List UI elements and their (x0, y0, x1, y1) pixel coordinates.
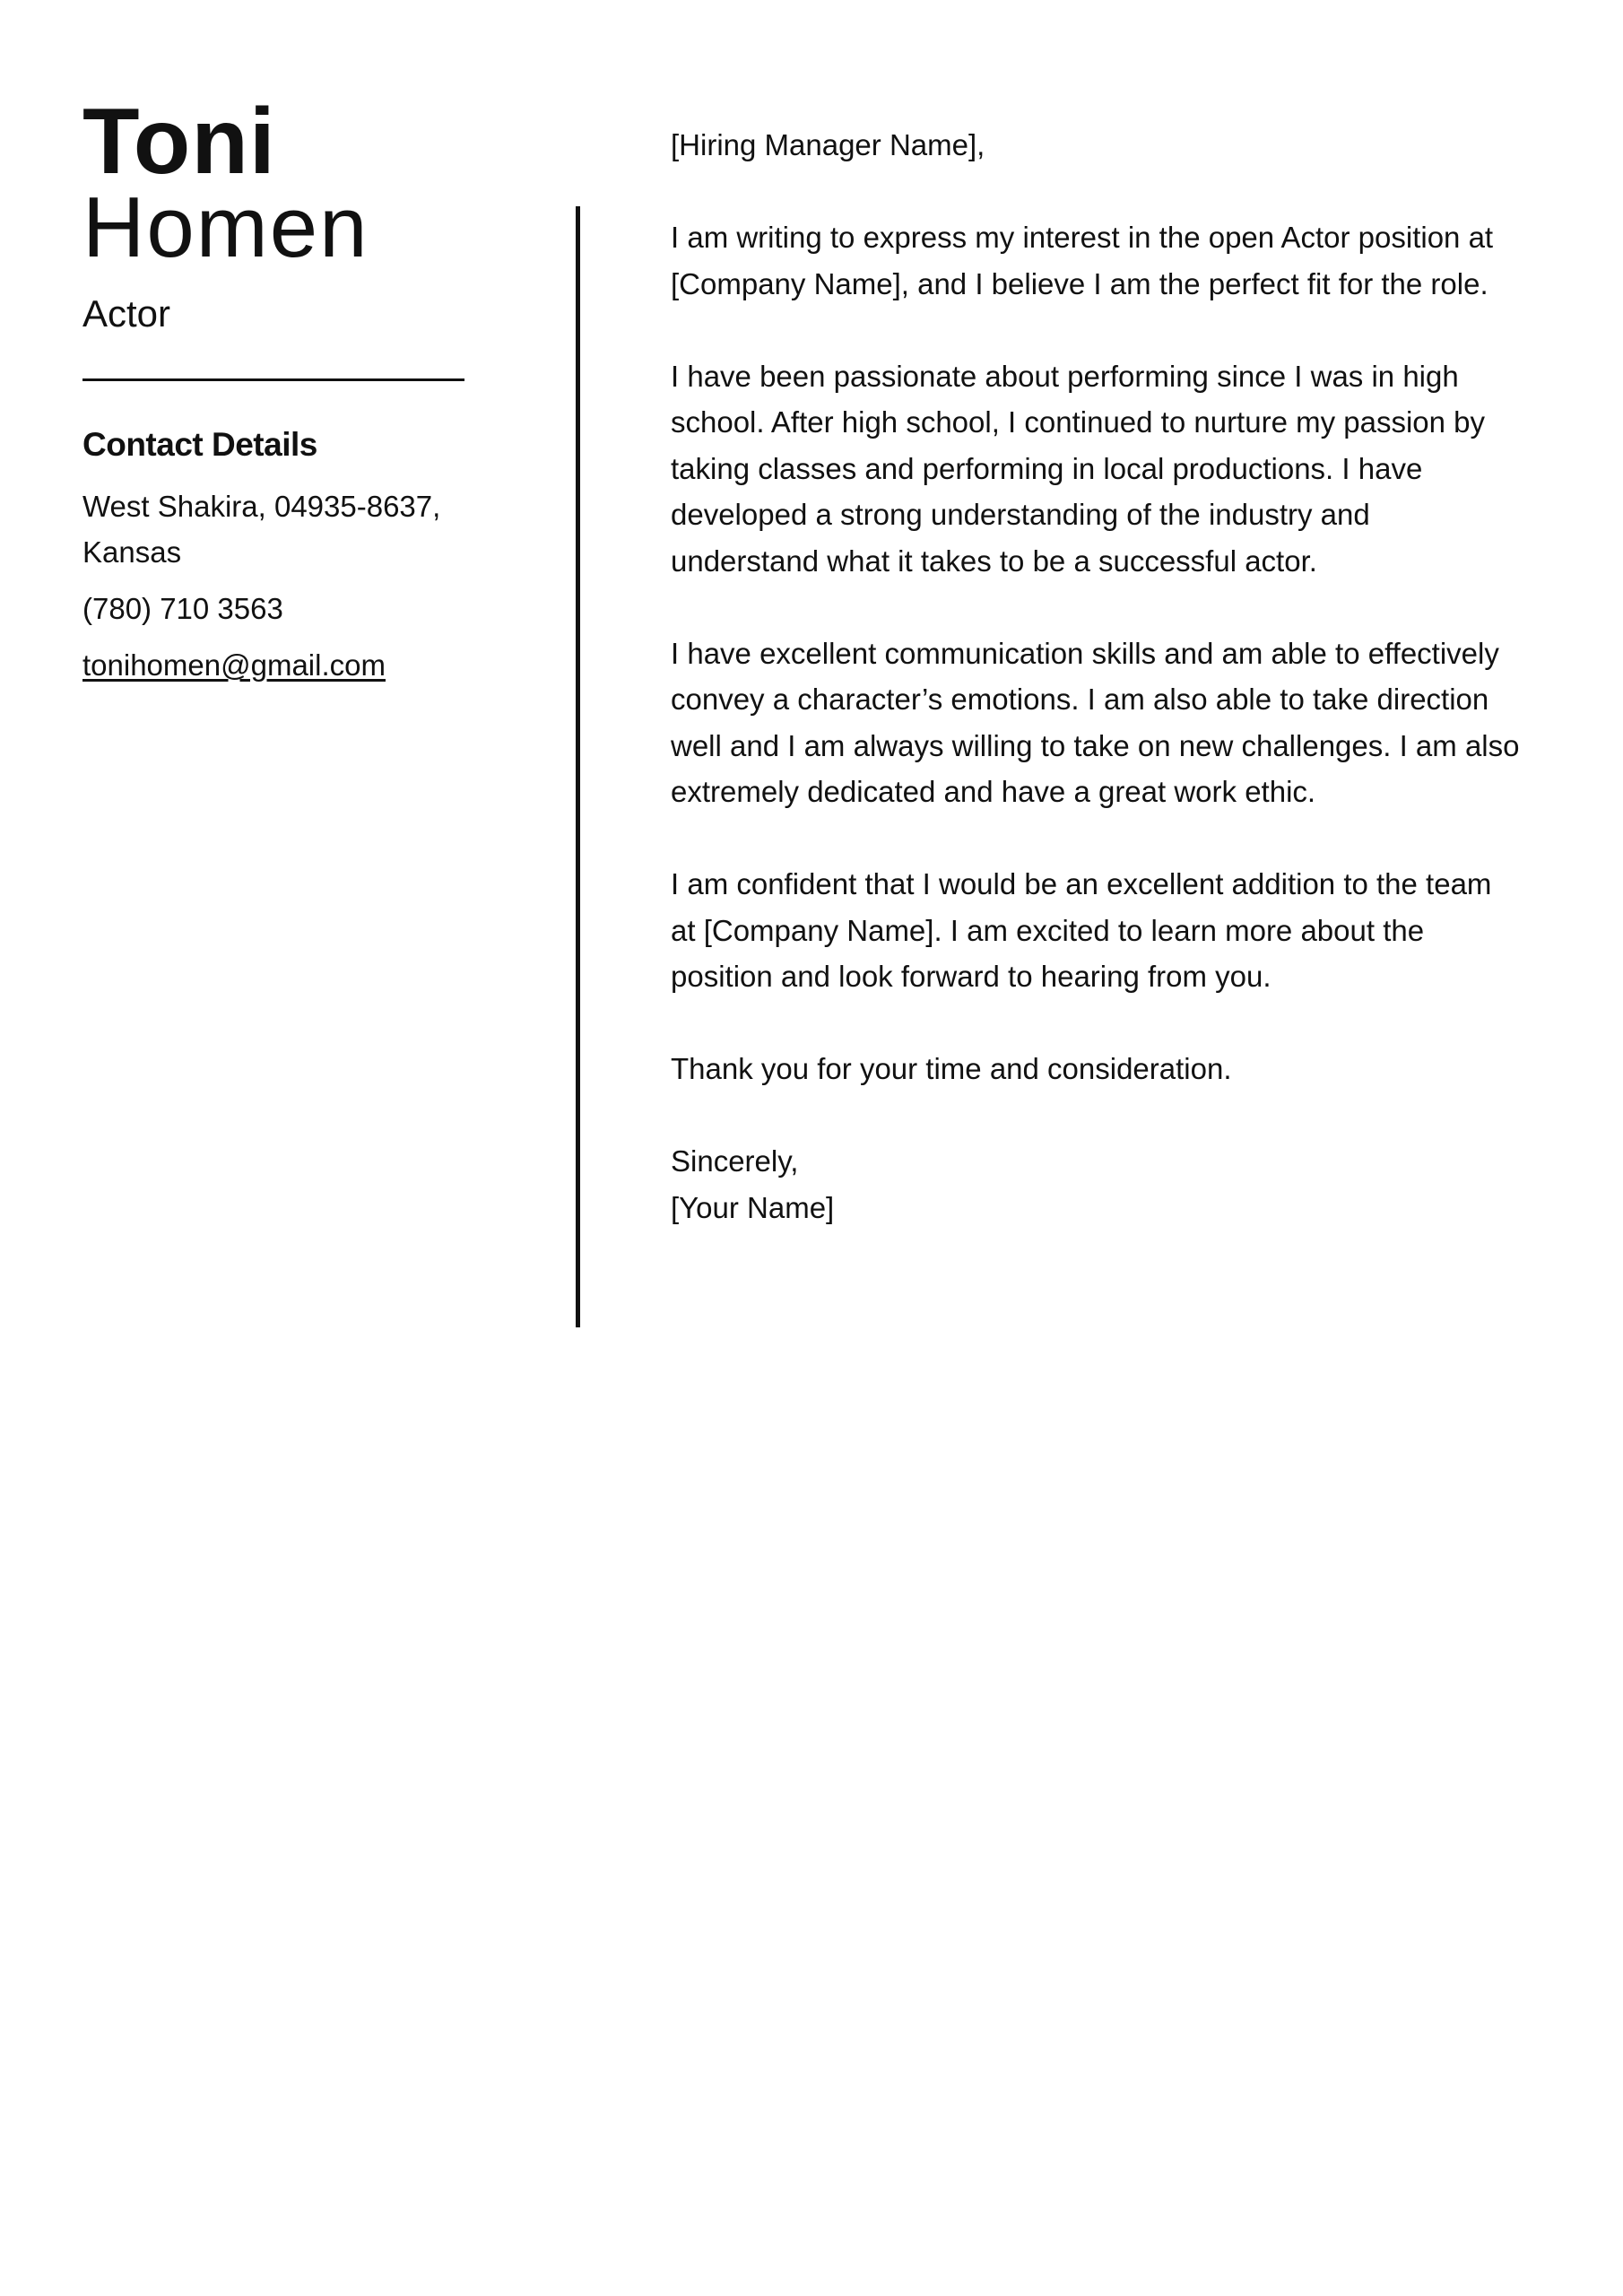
signature: [Your Name] (671, 1190, 835, 1224)
contact-heading: Contact Details (82, 426, 317, 463)
job-title: Actor (82, 292, 171, 335)
paragraph: I am writing to express my interest in the open Actor position at [Company Name], and I believe I am the perfect fit for the role. (671, 221, 1494, 300)
sidebar (82, 90, 477, 688)
paragraph: Thank you for your time and consideration. (671, 1052, 1232, 1085)
first-name: Toni (82, 90, 276, 194)
closing: Sincerely, (671, 1144, 799, 1178)
column-divider (576, 206, 580, 1327)
paragraph: I am confident that I would be an excellent addition to the team at [Company Name]. I am excited to learn more about the position and look forward to hearing from you. (671, 867, 1492, 993)
paragraph: I have excellent communication skills and am able to effectively convey a character’s emotions. I am also able to take direction well and I am always willing to take on new challenges. I am also extremely dedicated and have a great work ethic. (671, 636, 1520, 808)
contact-email-link[interactable]: tonihomen@gmail.com (82, 648, 386, 682)
contact-address: West Shakira, 04935-8637, Kansas (82, 490, 441, 569)
title-divider (82, 378, 464, 381)
salutation: [Hiring Manager Name], (671, 128, 985, 161)
closing-block (671, 1138, 1523, 1231)
contact-phone: (780) 710 3563 (82, 592, 283, 625)
paragraph: I have been passionate about performing since I was in high school. After high school, I continued to nurture my passion by taking classes and performing in local productions. I have developed a strong understanding of the industry and understand what it takes to be a successful actor. (671, 359, 1486, 578)
last-name: Homen (82, 179, 369, 275)
letter-body (671, 122, 1523, 1231)
